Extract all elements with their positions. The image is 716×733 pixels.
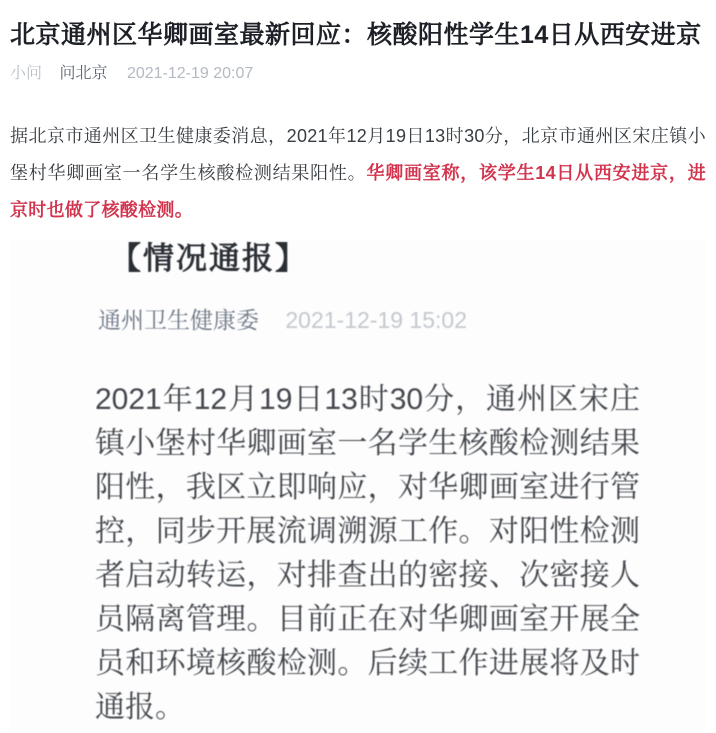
byline-author: 小问 (10, 65, 43, 82)
byline-source-link[interactable]: 问北京 (59, 65, 108, 82)
notice-image[interactable] (10, 239, 706, 730)
lead-normal-text: 据北京市通州区卫生健康委消息，2021年12月19日13时30分，北京市通州区宋庄镇小堡村华卿画室一名学生核酸检测结果阳性。 (10, 126, 706, 183)
article-title: 北京通州区华卿画室最新回应：核酸阳性学生14日从西安进京 (10, 21, 702, 49)
byline (10, 64, 706, 84)
lead-highlight-text: 华卿画室称，该学生14日从西安进京，进京时也做了核酸检测。 (10, 163, 706, 220)
notice-body-text: 2021年12月19日13时30分，通州区宋庄镇小堡村华卿画室一名学生核酸检测结果阳性，我区立即响应，对华卿画室进行管控，同步开展流调溯源工作。对阳性检测者启动转运，对排查出的密接、次密接人员隔离管理。目前正在对华卿画室开展全员和环境核酸检测。后续工作进展将及时通报。 (95, 383, 640, 724)
notice-source: 通州卫生健康委 (98, 307, 259, 333)
notice-timestamp: 2021-12-19 15:02 (285, 307, 467, 333)
byline-timestamp: 2021-12-19 20:07 (126, 65, 254, 82)
notice-meta (98, 305, 706, 335)
lead-paragraph (10, 118, 706, 229)
notice-heading: 【情况通报】 (110, 241, 308, 276)
